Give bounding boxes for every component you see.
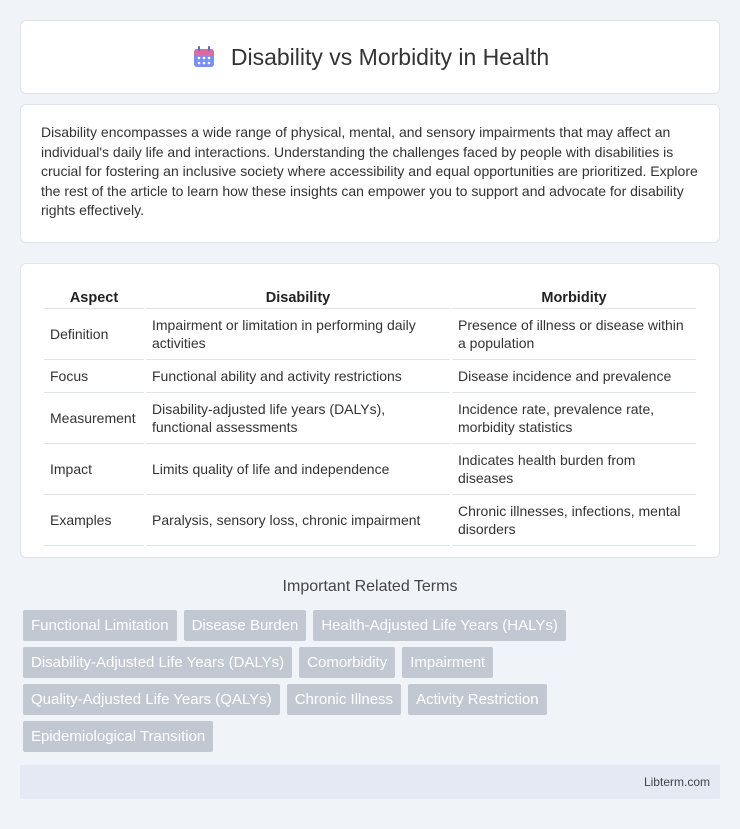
header-aspect: Aspect xyxy=(44,284,144,309)
intro-paragraph: Disability encompasses a wide range of physical, mental, and sensory impairments that may affect an individual's daily life and interactions. Understanding the challenges faced by people with disabilities is crucial for fostering an inclusive society where accessibility and equal opportunities are prioritized. Explore the rest of the article to learn how these insights can empower you to support and advocate for disability rights effectively. xyxy=(41,124,698,218)
tag-halys[interactable]: Health-Adjusted Life Years (HALYs) xyxy=(313,610,566,641)
tag-chronic-illness[interactable]: Chronic Illness xyxy=(287,684,401,715)
tag-comorbidity[interactable]: Comorbidity xyxy=(299,647,395,678)
cell-morbidity: Presence of illness or disease within a population xyxy=(452,309,696,360)
header-morbidity: Morbidity xyxy=(452,284,696,309)
comparison-table xyxy=(42,284,698,546)
cell-disability: Functional ability and activity restrictions xyxy=(146,360,450,393)
table-row xyxy=(44,444,696,495)
cell-aspect: Measurement xyxy=(44,393,144,444)
tag-epidemiological-transition[interactable]: Epidemiological Transition xyxy=(23,721,213,752)
related-terms-title: Important Related Terms xyxy=(282,578,458,595)
cell-disability: Impairment or limitation in performing daily activities xyxy=(146,309,450,360)
header-card xyxy=(20,20,720,94)
cell-aspect: Definition xyxy=(44,309,144,360)
tag-disease-burden[interactable]: Disease Burden xyxy=(184,610,307,641)
related-terms-tags xyxy=(23,610,723,758)
footer-site-link[interactable]: Libterm.com xyxy=(643,775,710,789)
tag-row xyxy=(23,684,723,715)
cell-morbidity: Chronic illnesses, infections, mental disorders xyxy=(452,495,696,546)
tag-row xyxy=(23,647,723,678)
cell-disability: Paralysis, sensory loss, chronic impairment xyxy=(146,495,450,546)
tag-row xyxy=(23,610,723,641)
cell-disability: Disability-adjusted life years (DALYs), functional assessments xyxy=(146,393,450,444)
cell-morbidity: Incidence rate, prevalence rate, morbidity statistics xyxy=(452,393,696,444)
intro-card xyxy=(20,104,720,243)
cell-morbidity: Disease incidence and prevalence xyxy=(452,360,696,393)
page-title: Disability vs Morbidity in Health xyxy=(230,43,550,70)
table-row xyxy=(44,495,696,546)
cell-aspect: Focus xyxy=(44,360,144,393)
tag-impairment[interactable]: Impairment xyxy=(402,647,493,678)
table-row xyxy=(44,309,696,360)
table-header-row xyxy=(44,284,696,309)
table-row xyxy=(44,360,696,393)
tag-functional-limitation[interactable]: Functional Limitation xyxy=(23,610,177,641)
cell-morbidity: Indicates health burden from diseases xyxy=(452,444,696,495)
cell-aspect: Examples xyxy=(44,495,144,546)
calendar-grid-icon xyxy=(191,44,217,70)
tag-qalys[interactable]: Quality-Adjusted Life Years (QALYs) xyxy=(23,684,280,715)
comparison-table-card xyxy=(20,263,720,558)
header xyxy=(191,44,549,71)
cell-aspect: Impact xyxy=(44,444,144,495)
tag-activity-restriction[interactable]: Activity Restriction xyxy=(408,684,547,715)
tag-dalys[interactable]: Disability-Adjusted Life Years (DALYs) xyxy=(23,647,292,678)
table-row xyxy=(44,393,696,444)
header-disability: Disability xyxy=(146,284,450,309)
tag-row xyxy=(23,721,723,752)
cell-disability: Limits quality of life and independence xyxy=(146,444,450,495)
footer xyxy=(20,765,720,799)
